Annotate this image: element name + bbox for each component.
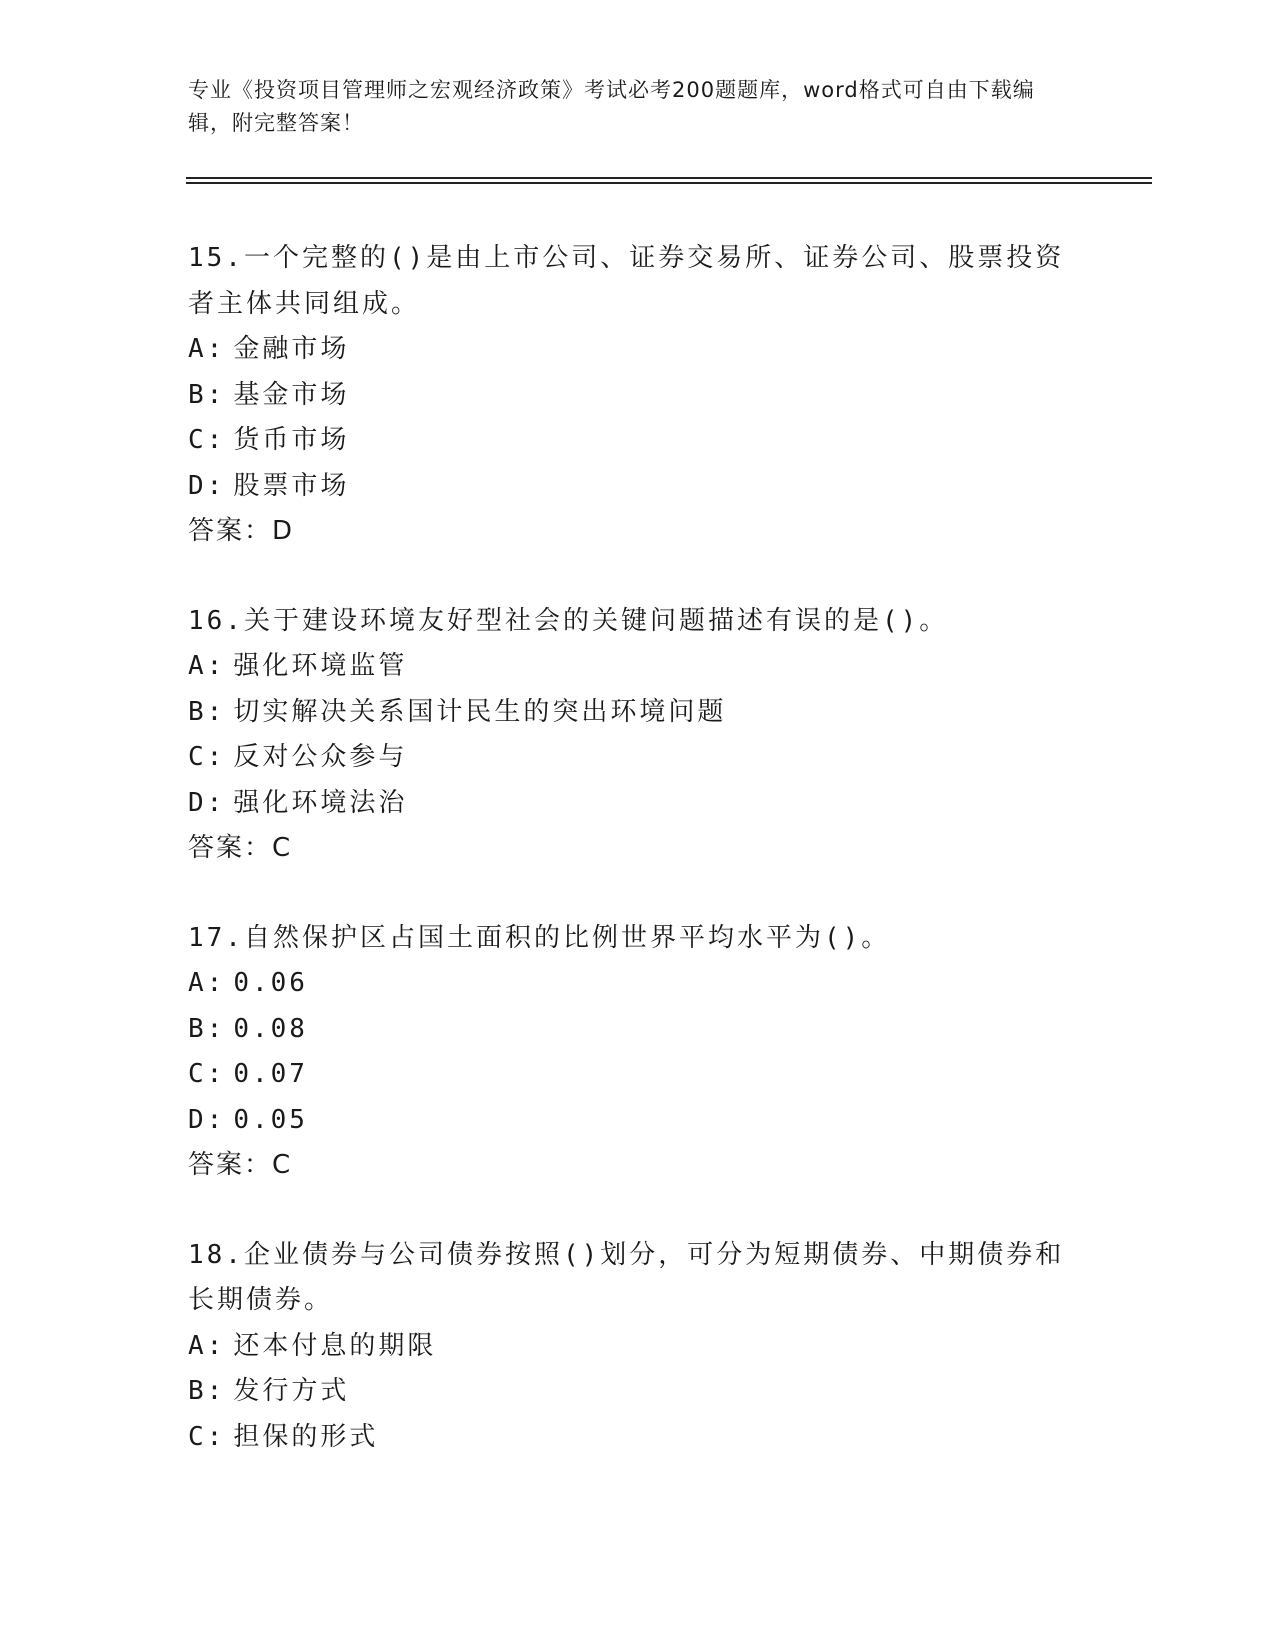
option-letter: C: xyxy=(188,742,226,772)
question-stem: 18.企业债券与公司债券按照()划分，可分为短期债券、中期债券和长期债券。 xyxy=(188,1239,1065,1315)
option-text: 发行方式 xyxy=(233,1376,350,1406)
option-a xyxy=(188,961,1088,1007)
answer-line: 答案：C xyxy=(188,833,293,863)
option-a xyxy=(188,1324,1088,1370)
answer-line: 答案：C xyxy=(188,1150,293,1180)
option-letter: D: xyxy=(188,1104,226,1135)
option-c xyxy=(188,1052,1088,1098)
option-text: 强化环境监管 xyxy=(233,651,408,681)
option-b xyxy=(188,690,1088,736)
option-c xyxy=(188,418,1088,464)
option-text: 担保的形式 xyxy=(233,1421,379,1452)
option-letter: A: xyxy=(188,1330,226,1361)
option-text: 货币市场 xyxy=(233,425,350,455)
option-text: 强化环境法治 xyxy=(233,787,408,818)
question-list xyxy=(188,236,1088,1504)
option-d xyxy=(188,464,1088,510)
option-a xyxy=(188,644,1088,690)
question-16 xyxy=(188,599,1088,872)
option-text: 0.06 xyxy=(233,968,308,998)
question-18 xyxy=(188,1233,1088,1461)
option-text: 基金市场 xyxy=(233,379,350,410)
option-d xyxy=(188,781,1088,827)
option-letter: C: xyxy=(188,425,226,455)
option-letter: D: xyxy=(188,787,226,818)
option-letter: D: xyxy=(188,470,226,501)
option-text: 还本付息的期限 xyxy=(233,1330,437,1361)
option-text: 0.07 xyxy=(233,1059,308,1089)
option-letter: B: xyxy=(188,1013,226,1044)
option-letter: C: xyxy=(188,1059,226,1089)
option-letter: C: xyxy=(188,1421,226,1452)
question-stem: 17.自然保护区占国土面积的比例世界平均水平为()。 xyxy=(188,922,891,953)
header-divider-top xyxy=(186,177,1152,179)
option-letter: B: xyxy=(188,379,226,410)
document-header: 专业《投资项目管理师之宏观经济政策》考试必考200题题库，word格式可自由下载编辑，附完整答案！ xyxy=(188,78,1035,135)
option-b xyxy=(188,1007,1088,1053)
question-stem: 16.关于建设环境友好型社会的关键问题描述有误的是()。 xyxy=(188,605,949,636)
question-15 xyxy=(188,236,1088,555)
option-d xyxy=(188,1098,1088,1144)
option-c xyxy=(188,1415,1088,1461)
option-c xyxy=(188,735,1088,781)
option-letter: A: xyxy=(188,968,226,998)
option-text: 切实解决关系国计民生的突出环境问题 xyxy=(233,696,727,727)
option-text: 0.08 xyxy=(233,1013,308,1044)
option-letter: A: xyxy=(188,651,226,681)
option-letter: A: xyxy=(188,334,226,364)
option-text: 金融市场 xyxy=(233,334,350,364)
question-17 xyxy=(188,916,1088,1189)
option-text: 股票市场 xyxy=(233,470,350,501)
option-text: 0.05 xyxy=(233,1104,308,1135)
option-text: 反对公众参与 xyxy=(233,742,408,772)
option-a xyxy=(188,327,1088,373)
option-letter: B: xyxy=(188,1376,226,1406)
answer-line: 答案：D xyxy=(188,516,295,546)
option-letter: B: xyxy=(188,696,226,727)
option-b xyxy=(188,1369,1088,1415)
question-stem: 15.一个完整的()是由上市公司、证券交易所、证券公司、股票投资者主体共同组成。 xyxy=(188,243,1065,319)
header-divider-bottom xyxy=(186,182,1152,184)
option-b xyxy=(188,373,1088,419)
